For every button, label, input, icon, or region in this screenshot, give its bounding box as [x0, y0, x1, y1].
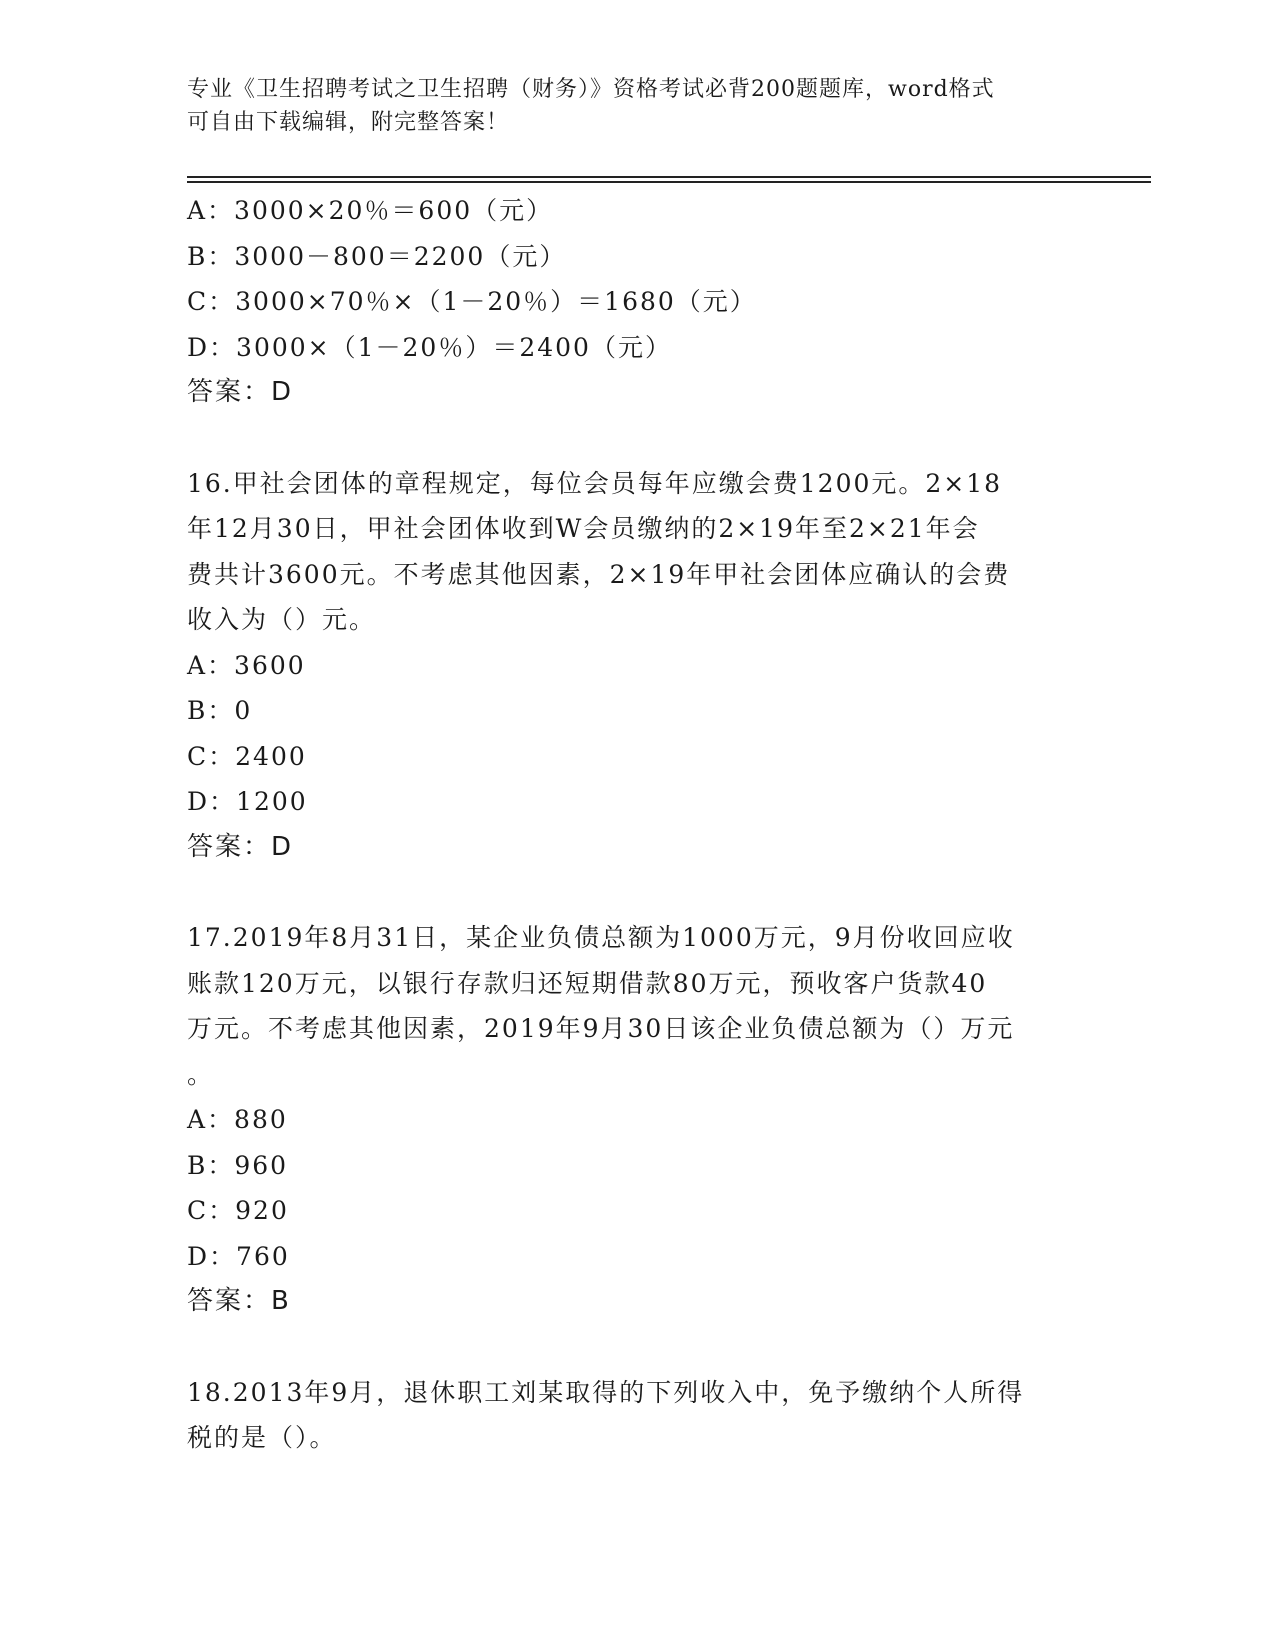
- question-stem-line: 税的是（）。: [187, 1423, 337, 1452]
- answer-line: 答案：D: [187, 377, 294, 407]
- option-a: A：880: [187, 1105, 288, 1134]
- option-d: D：1200: [187, 787, 308, 816]
- question-stem-line: 收入为（）元。: [187, 605, 377, 634]
- question-stem-line: 18.2013年9月，退休职工刘某取得的下列收入中，免予缴纳个人所得: [187, 1377, 1025, 1407]
- document-content: [187, 188, 1087, 1461]
- option-c: C：920: [187, 1196, 289, 1225]
- header-rule-top: [187, 176, 1151, 178]
- header-line-2: 可自由下载编辑，附完整答案！: [187, 110, 510, 135]
- question-stem-line: 费共计3600元。不考虑其他因素，2×19年甲社会团体应确认的会费: [187, 559, 1011, 589]
- option-b: B：0: [187, 696, 253, 725]
- option-d: D：760: [187, 1241, 290, 1271]
- question-stem-line: 年12月30日，甲社会团体收到W会员缴纳的2×19年至2×21年会: [187, 514, 980, 543]
- header-line-1: 专业《卫生招聘考试之卫生招聘（财务）》资格考试必背200题题库，word格式: [187, 77, 995, 102]
- question-stem-line: 16.甲社会团体的章程规定，每位会员每年应缴会费1200元。2×18: [187, 468, 1003, 498]
- option-a: A：3000×20％＝600（元）: [187, 196, 554, 225]
- document-header: [187, 73, 1067, 139]
- question-stem-line: 17.2019年8月31日，某企业负债总额为1000万元，9月份收回应收: [187, 923, 1015, 952]
- question-17: [187, 915, 1087, 1325]
- question-16: [187, 461, 1087, 871]
- question-stem-line: 账款120万元，以银行存款归还短期借款80万元，预收客户货款40: [187, 968, 988, 998]
- option-c: C：2400: [187, 741, 307, 771]
- option-c: C：3000×70％×（1－20％）＝1680（元）: [187, 287, 757, 316]
- option-a: A：3600: [187, 650, 306, 680]
- question-stem-line: 。: [187, 1059, 215, 1089]
- question-15: [187, 188, 1087, 416]
- answer-line: 答案：D: [187, 831, 294, 862]
- question-18: [187, 1370, 1087, 1461]
- answer-line: 答案：B: [187, 1286, 291, 1316]
- header-rule-bottom: [187, 181, 1151, 183]
- option-b: B：960: [187, 1150, 289, 1180]
- option-d: D：3000×（1－20％）＝2400（元）: [187, 332, 672, 362]
- option-b: B：3000－800＝2200（元）: [187, 241, 567, 271]
- question-stem-line: 万元。不考虑其他因素，2019年9月30日该企业负债总额为（）万元: [187, 1014, 1015, 1043]
